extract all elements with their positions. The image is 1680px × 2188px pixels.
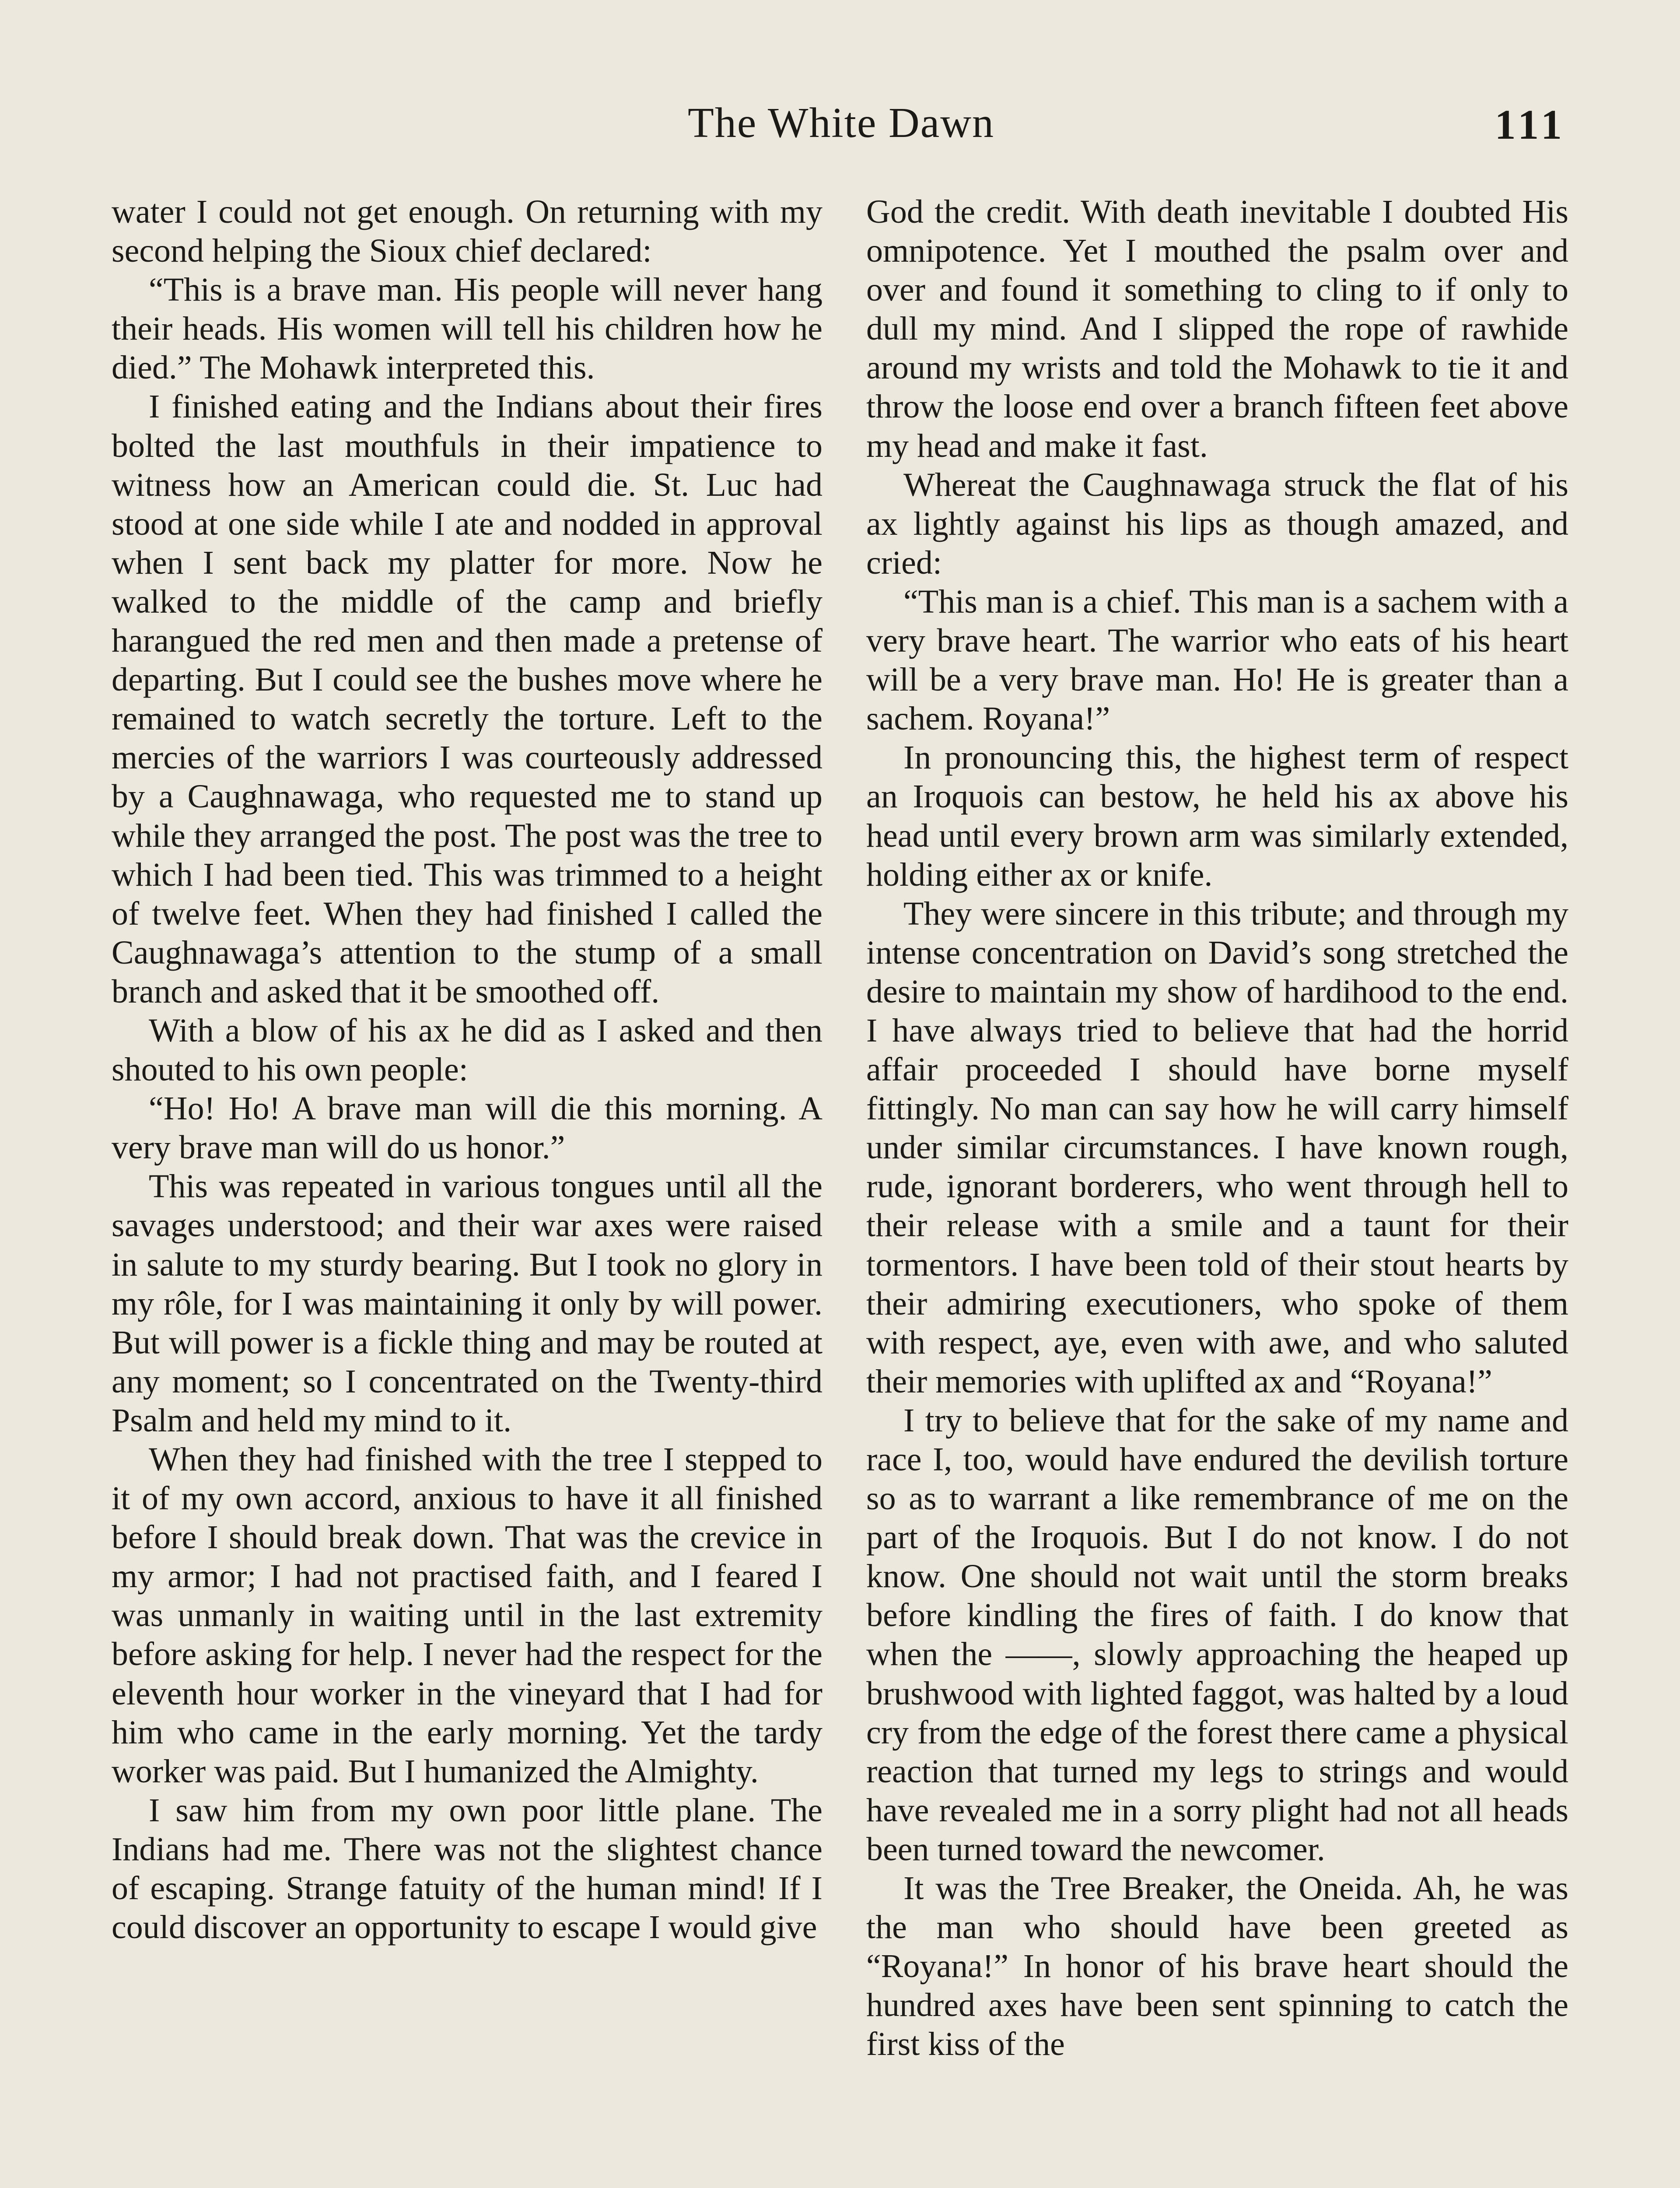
paragraph: water I could not get enough. On returning with my second helping the Sioux chief declared: xyxy=(112,193,822,270)
running-header xyxy=(112,98,1571,151)
paragraph: I try to believe that for the sake of my name and race I, too, would have endured the devilish torture so as to warrant a like remembrance of me on the part of the Iroquois. But I do not know. I do not know. One should not wait until the storm breaks before kindling the fires of faith. I do know that when the ——, slowly approaching the heaped up brushwood with lighted faggot, was halted by a loud cry from the edge of the forest there came a physical reaction that turned my legs to strings and would have revealed me in a sorry plight had not all heads been turned toward the newcomer. xyxy=(866,1402,1568,1868)
paragraph: This was repeated in various tongues until all the savages understood; and their war axes were raised in salute to my sturdy bearing. But I took no glory in my rôle, for I was maintaining it only by will power. But will power is a fickle thing and may be routed at any moment; so I concentrated on the Twenty-third Psalm and held my mind to it. xyxy=(112,1168,822,1439)
paragraph: God the credit. With death inevitable I doubted His omnipotence. Yet I mouthed the psalm over and over and found it something to cling to if only to dull my mind. And I slipped the rope of rawhide around my wrists and told the Mohawk to tie it and throw the loose end over a branch fifteen feet above my head and make it fast. xyxy=(866,193,1568,464)
paragraph: “This is a brave man. His people will never hang their heads. His women will tell his children how he died.” The Mohawk interpreted this. xyxy=(112,271,822,386)
paragraph: They were sincere in this tribute; and through my intense concentration on David’s song stretched the desire to maintain my show of hardihood to the end. I have always tried to believe that had the horrid affair proceeded I should have borne myself fittingly. No man can say how he will carry himself under similar circumstances. I have known rough, rude, ignorant borderers, who went through hell to their release with a smile and a taunt for their tormentors. I have been told of their stout hearts by their admiring executioners, who spoke of them with respect, aye, even with awe, and who saluted their memories with uplifted ax and “Royana!” xyxy=(866,895,1568,1400)
paragraph: I saw him from my own poor little plane. The Indians had me. There was not the slightest chance of escaping. Strange fatuity of the human mind! If I could discover an opportunity to escape I would give xyxy=(112,1792,822,1946)
running-title: The White Dawn xyxy=(687,99,995,147)
paragraph: “This man is a chief. This man is a sachem with a very brave heart. The warrior who eats of his heart will be a very brave man. Ho! He is greater than a sachem. Royana!” xyxy=(866,583,1568,737)
paragraph: I finished eating and the Indians about their fires bolted the last mouthfuls in their impatience to witness how an American could die. St. Luc had stood at one side while I ate and nodded in approval when I sent back my platter for more. Now he walked to the middle of the camp and briefly harangued the red men and then made a pretense of departing. But I could see the bushes move where he remained to watch secretly the torture. Left to the mercies of the warriors I was courteously addressed by a Caughnawaga, who requested me to stand up while they arranged the post. The post was the tree to which I had been tied. This was trimmed to a height of twelve feet. When they had finished I called the Caughnawaga’s attention to the stump of a small branch and asked that it be smoothed off. xyxy=(112,388,822,1010)
paragraph: “Ho! Ho! A brave man will die this morning. A very brave man will do us honor.” xyxy=(112,1090,822,1166)
paragraph: In pronouncing this, the highest term of respect an Iroquois can bestow, he held his ax above his head until every brown arm was similarly extended, holding either ax or knife. xyxy=(866,739,1568,893)
paragraph: It was the Tree Breaker, the Oneida. Ah, he was the man who should have been greeted as “Royana!” In honor of his brave heart should the hundred axes have been sent spinning to catch the first kiss of the xyxy=(866,1870,1568,2063)
left-column xyxy=(112,193,822,1947)
page-number: 111 xyxy=(1494,101,1566,148)
paragraph: When they had finished with the tree I stepped to it of my own accord, anxious to have it all finished before I should break down. That was the crevice in my armor; I had not practised faith, and I feared I was unmanly in waiting until in the last extremity before asking for help. I never had the respect for the eleventh hour worker in the vineyard that I had for him who came in the early morning. Yet the tardy worker was paid. But I humanized the Almighty. xyxy=(112,1441,822,1790)
paragraph: With a blow of his ax he did as I asked and then shouted to his own people: xyxy=(112,1012,822,1088)
paragraph: Whereat the Caughnawaga struck the flat of his ax lightly against his lips as though amazed, and cried: xyxy=(866,466,1568,581)
right-column xyxy=(866,193,1568,2064)
